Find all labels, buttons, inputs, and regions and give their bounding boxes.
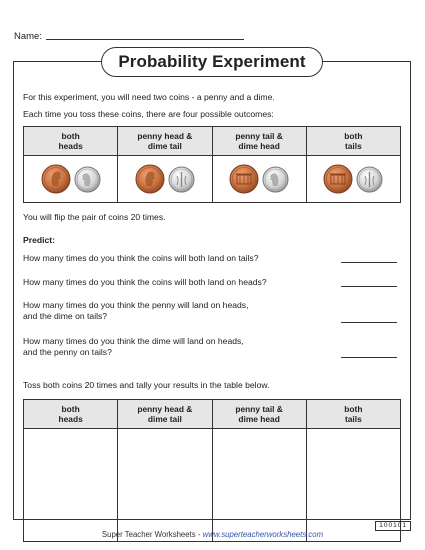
intro-text-2: Each time you toss these coins, there are four possible outcomes: (23, 109, 274, 119)
name-label: Name: (14, 31, 42, 42)
page-title: Probability Experiment (101, 47, 323, 77)
outcome-header-both-tails: both tails (306, 127, 400, 156)
outcome-header-penny-tail-dime-head: penny tail & dime head (212, 127, 306, 156)
footer-url[interactable]: www.superteacherworksheets.com (202, 530, 324, 539)
penny-heads-icon (41, 164, 71, 194)
footer: Super Teacher Worksheets - www.superteacherworksheets.com (101, 530, 324, 539)
tally-header-penny-head-dime-tail: penny head & dime tail (118, 400, 212, 429)
tally-table (23, 399, 401, 542)
outcome-header-both-heads: both heads (24, 127, 118, 156)
outcome-coins-cell (212, 156, 306, 203)
question-3: How many times do you think the penny will land on heads, and the dime on tails? (23, 300, 249, 321)
tally-cell-penny-head-dime-tail[interactable] (118, 429, 212, 542)
name-line[interactable] (46, 39, 244, 40)
outcome-coins-cell (118, 156, 212, 203)
question-1: How many times do you think the coins will both land on tails? (23, 253, 259, 263)
dime-tails-icon (356, 166, 383, 193)
dime-heads-icon (262, 166, 289, 193)
outcome-coins-cell (306, 156, 400, 203)
answer-blank-1[interactable] (341, 262, 397, 263)
tally-header-penny-tail-dime-head: penny tail & dime head (212, 400, 306, 429)
dime-heads-icon (74, 166, 101, 193)
worksheet-code: 100101 (375, 521, 411, 531)
answer-blank-3[interactable] (341, 322, 397, 323)
outcome-coins-cell (24, 156, 118, 203)
penny-tails-icon (229, 164, 259, 194)
answer-blank-2[interactable] (341, 286, 397, 287)
answer-blank-4[interactable] (341, 357, 397, 358)
predict-label: Predict: (23, 235, 55, 245)
question-2: How many times do you think the coins will both land on heads? (23, 277, 267, 287)
tally-cell-both-heads[interactable] (24, 429, 118, 542)
outcome-header-penny-head-dime-tail: penny head & dime tail (118, 127, 212, 156)
penny-tails-icon (323, 164, 353, 194)
footer-brand: Super Teacher Worksheets (101, 530, 196, 539)
name-field-row (14, 31, 244, 42)
penny-heads-icon (135, 164, 165, 194)
outcomes-table (23, 126, 401, 203)
question-4: How many times do you think the dime will land on heads, and the penny on tails? (23, 336, 244, 357)
toss-instructions: Toss both coins 20 times and tally your results in the table below. (23, 380, 270, 390)
intro-text-1: For this experiment, you will need two coins - a penny and a dime. (23, 92, 275, 102)
tally-header-both-tails: both tails (306, 400, 400, 429)
tally-header-both-heads: both heads (24, 400, 118, 429)
tally-cell-penny-tail-dime-head[interactable] (212, 429, 306, 542)
flip-instructions: You will flip the pair of coins 20 times. (23, 212, 166, 222)
dime-tails-icon (168, 166, 195, 193)
